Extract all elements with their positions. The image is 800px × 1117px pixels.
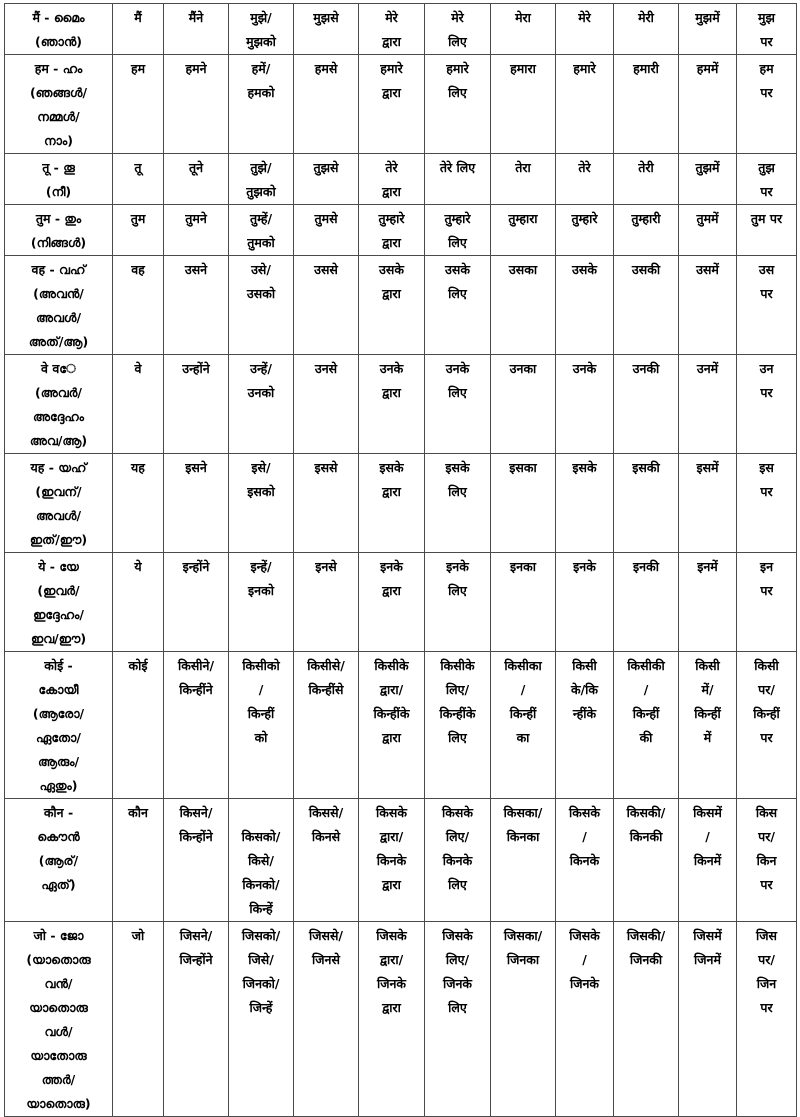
cell-genitive-fem: इनकी xyxy=(614,553,679,652)
cell-ergative-ne: हमने xyxy=(164,55,229,154)
cell-instrumental-dwara: उनके द्वारा xyxy=(359,355,425,454)
cell-instrumental-dwara: इसके द्वारा xyxy=(359,454,425,553)
pronoun-label-cell: तुम - തും (നിങ്ങൾ) xyxy=(5,205,113,256)
cell-genitive-masc-sg: मेरा xyxy=(491,4,556,55)
cell-base-form: कौन xyxy=(113,799,164,922)
cell-genitive-masc-pl: किसी के/कि न्हींके xyxy=(556,652,614,799)
cell-instrumental-dwara: हमारे द्वारा xyxy=(359,55,425,154)
cell-genitive-masc-sg: इसका xyxy=(491,454,556,553)
cell-instrumental-dwara: इनके द्वारा xyxy=(359,553,425,652)
cell-locative-mein: मुझमें xyxy=(679,4,737,55)
cell-locative-par: किसी पर/ किन्हीं पर xyxy=(737,652,797,799)
cell-ablative-se: जिससे/ जिनसे xyxy=(294,922,359,1117)
cell-ergative-ne: इसने xyxy=(164,454,229,553)
cell-genitive-masc-pl: हमारे xyxy=(556,55,614,154)
cell-genitive-masc-sg: उसका xyxy=(491,256,556,355)
cell-genitive-masc-sg: तुम्हारा xyxy=(491,205,556,256)
cell-benefactive-liye: किसीके लिए/ किन्हींके लिए xyxy=(425,652,491,799)
cell-locative-par: हम पर xyxy=(737,55,797,154)
cell-base-form: वे xyxy=(113,355,164,454)
cell-locative-par: तुझ पर xyxy=(737,154,797,205)
cell-accusative-ko: उन्हें/ उनको xyxy=(229,355,294,454)
cell-base-form: कोई xyxy=(113,652,164,799)
cell-accusative-ko: तुम्हें/ तुमको xyxy=(229,205,294,256)
pronoun-label-cell: हम - ഹം (ഞങ്ങൾ/ നമ്മൾ/ നാം) xyxy=(5,55,113,154)
cell-locative-par: मुझ पर xyxy=(737,4,797,55)
cell-benefactive-liye: इनके लिए xyxy=(425,553,491,652)
cell-genitive-masc-sg: इनका xyxy=(491,553,556,652)
pronoun-label-cell: तू - തൂ (നീ) xyxy=(5,154,113,205)
table-body xyxy=(5,4,797,1117)
cell-ablative-se: मुझसे xyxy=(294,4,359,55)
cell-genitive-fem: मेरी xyxy=(614,4,679,55)
cell-locative-mein: हममें xyxy=(679,55,737,154)
cell-ablative-se: उससे xyxy=(294,256,359,355)
cell-accusative-ko: मुझे/ मुझको xyxy=(229,4,294,55)
table-row xyxy=(5,454,797,553)
cell-accusative-ko: उसे/ उसको xyxy=(229,256,294,355)
cell-instrumental-dwara: मेरे द्वारा xyxy=(359,4,425,55)
cell-genitive-masc-pl: इनके xyxy=(556,553,614,652)
cell-ergative-ne: मैंने xyxy=(164,4,229,55)
cell-locative-par: उस पर xyxy=(737,256,797,355)
cell-benefactive-liye: उनके लिए xyxy=(425,355,491,454)
cell-accusative-ko: किसको/ किसे/ किनको/ किन्हें xyxy=(229,799,294,922)
cell-benefactive-liye: उसके लिए xyxy=(425,256,491,355)
cell-accusative-ko: तुझे/ तुझको xyxy=(229,154,294,205)
cell-base-form: मैं xyxy=(113,4,164,55)
cell-locative-mein: इसमें xyxy=(679,454,737,553)
cell-base-form: वह xyxy=(113,256,164,355)
cell-instrumental-dwara: उसके द्वारा xyxy=(359,256,425,355)
cell-ergative-ne: उसने xyxy=(164,256,229,355)
cell-base-form: यह xyxy=(113,454,164,553)
pronoun-label-cell: वह - വഹ് (അവൻ/ അവൾ/ അത്/ആ) xyxy=(5,256,113,355)
table-row xyxy=(5,205,797,256)
pronoun-label-cell: जो - ജോ (യാതൊരു വൻ/ യാതൊരു വൾ/ യാതോരു ത്തർ/ യാതൊരു) xyxy=(5,922,113,1117)
cell-instrumental-dwara: जिसके द्वारा/ जिनके द्वारा xyxy=(359,922,425,1117)
cell-ablative-se: किसीसे/ किन्हींसे xyxy=(294,652,359,799)
cell-genitive-masc-sg: जिसका/ जिनका xyxy=(491,922,556,1117)
cell-genitive-masc-sg: किसका/ किनका xyxy=(491,799,556,922)
table-row xyxy=(5,355,797,454)
cell-locative-par: जिस पर/ जिन पर xyxy=(737,922,797,1117)
cell-locative-par: तुम पर xyxy=(737,205,797,256)
table-row xyxy=(5,652,797,799)
table-row xyxy=(5,799,797,922)
cell-locative-mein: किसी में/ किन्हीं में xyxy=(679,652,737,799)
cell-accusative-ko: किसीको / किन्हीं को xyxy=(229,652,294,799)
table-row xyxy=(5,922,797,1117)
cell-instrumental-dwara: किसके द्वारा/ किनके द्वारा xyxy=(359,799,425,922)
cell-genitive-masc-pl: किसके / किनके xyxy=(556,799,614,922)
cell-ablative-se: उनसे xyxy=(294,355,359,454)
cell-genitive-fem: इसकी xyxy=(614,454,679,553)
cell-genitive-fem: तेरी xyxy=(614,154,679,205)
cell-locative-mein: किसमें / किनमें xyxy=(679,799,737,922)
cell-benefactive-liye: मेरे लिए xyxy=(425,4,491,55)
pronoun-label-cell: ये - യേ (ഇവർ/ ഇദ്ദേഹം/ ഇവ/ഈ) xyxy=(5,553,113,652)
cell-accusative-ko: जिसको/ जिसे/ जिनको/ जिन्हें xyxy=(229,922,294,1117)
cell-genitive-masc-sg: किसीका / किन्हीं का xyxy=(491,652,556,799)
cell-locative-mein: उनमें xyxy=(679,355,737,454)
cell-locative-par: उन पर xyxy=(737,355,797,454)
cell-benefactive-liye: हमारे लिए xyxy=(425,55,491,154)
cell-benefactive-liye: तेरे लिए xyxy=(425,154,491,205)
cell-genitive-fem: उनकी xyxy=(614,355,679,454)
pronoun-declension-table xyxy=(4,3,797,1117)
cell-genitive-masc-pl: तुम्हारे xyxy=(556,205,614,256)
cell-base-form: ये xyxy=(113,553,164,652)
cell-genitive-masc-sg: हमारा xyxy=(491,55,556,154)
cell-genitive-fem: जिसकी/ जिनकी xyxy=(614,922,679,1117)
cell-ablative-se: तुमसे xyxy=(294,205,359,256)
cell-base-form: हम xyxy=(113,55,164,154)
cell-accusative-ko: हमें/ हमको xyxy=(229,55,294,154)
cell-ablative-se: किससे/ किनसे xyxy=(294,799,359,922)
cell-benefactive-liye: किसके लिए/ किनके लिए xyxy=(425,799,491,922)
cell-genitive-masc-sg: तेरा xyxy=(491,154,556,205)
cell-accusative-ko: इन्हें/ इनको xyxy=(229,553,294,652)
cell-locative-par: इन पर xyxy=(737,553,797,652)
cell-ablative-se: तुझसे xyxy=(294,154,359,205)
cell-locative-mein: जिसमें जिनमें xyxy=(679,922,737,1117)
cell-genitive-fem: किसकी/ किनकी xyxy=(614,799,679,922)
cell-ablative-se: इनसे xyxy=(294,553,359,652)
table-row xyxy=(5,256,797,355)
cell-ergative-ne: तुमने xyxy=(164,205,229,256)
cell-genitive-masc-pl: उसके xyxy=(556,256,614,355)
cell-base-form: जो xyxy=(113,922,164,1117)
cell-genitive-fem: उसकी xyxy=(614,256,679,355)
cell-ablative-se: इससे xyxy=(294,454,359,553)
cell-genitive-masc-pl: जिसके / जिनके xyxy=(556,922,614,1117)
pronoun-label-cell: वे वേ (അവർ/ അദ്ദേഹം അവ/ആ) xyxy=(5,355,113,454)
cell-ablative-se: हमसे xyxy=(294,55,359,154)
cell-locative-par: इस पर xyxy=(737,454,797,553)
cell-genitive-masc-pl: तेरे xyxy=(556,154,614,205)
cell-locative-mein: तुममें xyxy=(679,205,737,256)
cell-locative-mein: उसमें xyxy=(679,256,737,355)
cell-base-form: तू xyxy=(113,154,164,205)
cell-genitive-masc-pl: उनके xyxy=(556,355,614,454)
cell-genitive-masc-sg: उनका xyxy=(491,355,556,454)
cell-accusative-ko: इसे/ इसको xyxy=(229,454,294,553)
cell-ergative-ne: तूने xyxy=(164,154,229,205)
cell-instrumental-dwara: किसीके द्वारा/ किन्हींके द्वारा xyxy=(359,652,425,799)
cell-genitive-masc-pl: इसके xyxy=(556,454,614,553)
table-row xyxy=(5,154,797,205)
cell-ergative-ne: जिसने/ जिन्होंने xyxy=(164,922,229,1117)
cell-ergative-ne: किसने/ किन्होंने xyxy=(164,799,229,922)
cell-locative-mein: तुझमें xyxy=(679,154,737,205)
cell-instrumental-dwara: तेरे द्वारा xyxy=(359,154,425,205)
cell-genitive-masc-pl: मेरे xyxy=(556,4,614,55)
pronoun-label-cell: कौन - കൌൻ (ആര്/ ഏത്) xyxy=(5,799,113,922)
cell-base-form: तुम xyxy=(113,205,164,256)
cell-ergative-ne: किसीने/ किन्हींने xyxy=(164,652,229,799)
cell-benefactive-liye: जिसके लिए/ जिनके लिए xyxy=(425,922,491,1117)
table-row xyxy=(5,553,797,652)
cell-locative-par: किस पर/ किन पर xyxy=(737,799,797,922)
cell-ergative-ne: इन्होंने xyxy=(164,553,229,652)
cell-genitive-fem: हमारी xyxy=(614,55,679,154)
pronoun-label-cell: कोई - കോയീ (ആരോ/ ഏതോ/ ആരും/ ഏതും) xyxy=(5,652,113,799)
cell-locative-mein: इनमें xyxy=(679,553,737,652)
cell-instrumental-dwara: तुम्हारे द्वारा xyxy=(359,205,425,256)
cell-ergative-ne: उन्होंने xyxy=(164,355,229,454)
cell-genitive-fem: तुम्हारी xyxy=(614,205,679,256)
cell-benefactive-liye: तुम्हारे लिए xyxy=(425,205,491,256)
cell-benefactive-liye: इसके लिए xyxy=(425,454,491,553)
table-row xyxy=(5,55,797,154)
pronoun-label-cell: मैं - മൈം (ഞാൻ) xyxy=(5,4,113,55)
cell-genitive-fem: किसीकी / किन्हीं की xyxy=(614,652,679,799)
pronoun-label-cell: यह - യഹ് (ഇവന്/ അവൾ/ ഇത്/ഈ) xyxy=(5,454,113,553)
table-row xyxy=(5,4,797,55)
